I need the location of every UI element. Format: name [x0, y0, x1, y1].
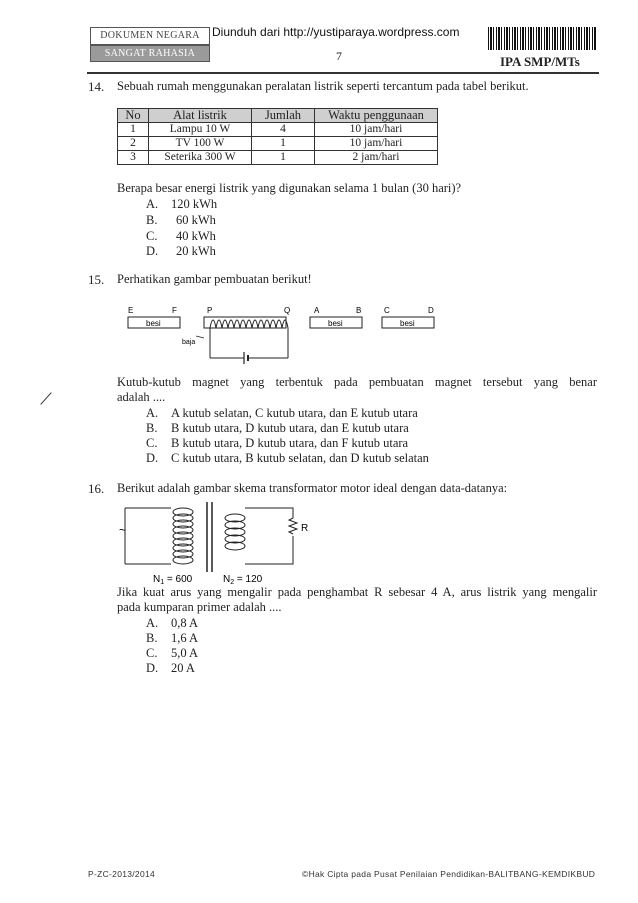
label-c: C — [384, 306, 390, 315]
header-divider — [87, 72, 599, 74]
table-cell: 1 — [252, 151, 315, 165]
table-row — [118, 137, 438, 151]
barcode-icon — [488, 27, 596, 50]
q14-question: Berapa besar energi listrik yang digunakan selama 1 bulan (30 hari)? — [117, 181, 462, 195]
subject-title: IPA SMP/MTs — [500, 54, 580, 69]
label-a: A — [314, 306, 320, 315]
document-code: P-ZC-2013/2014 — [88, 869, 156, 879]
q16-option-c-letter: C. — [146, 646, 158, 660]
q14-option-c-letter: C. — [146, 229, 158, 243]
n2-label: $N_2 = 120$ — [223, 574, 263, 586]
table-cell: 1 — [118, 123, 149, 137]
steel-label: baja — [182, 339, 196, 346]
transformer-diagram — [115, 498, 315, 588]
table-header-row — [118, 109, 438, 123]
q14-option-b-letter: B. — [146, 213, 158, 227]
q16-option-d-letter: D. — [146, 661, 159, 675]
coil-winding — [210, 320, 288, 328]
ac-source-icon: ~ — [119, 523, 127, 537]
q14-option-b: 60 kWh — [176, 213, 216, 227]
q15-option-c-letter: C. — [146, 436, 158, 450]
table-row — [118, 123, 438, 137]
q16-number: 16. — [88, 481, 105, 496]
label-d: D — [428, 306, 434, 315]
table-cell: 4 — [252, 123, 315, 137]
q16-question-line1: Jika kuat arus yang mengalir pada penghambat R sebesar 4 A, arus listrik yang mengalir — [117, 585, 597, 599]
table-header-cell: Alat listrik — [149, 109, 252, 123]
q15-number: 15. — [88, 272, 105, 287]
secondary-coil — [225, 514, 245, 550]
page-number: 7 — [336, 49, 342, 63]
q15-option-a-letter: A. — [146, 406, 159, 420]
q15-question-line1: Kutub-kutub magnet yang terbentuk pada pembuatan magnet tersebut yang benar — [117, 375, 597, 389]
table-cell: Seterika 300 W — [149, 151, 252, 165]
pen-mark — [40, 392, 51, 405]
q15-option-c: B kutub utara, D kutub utara, dan F kutub utara — [171, 436, 409, 450]
table-cell: 1 — [252, 137, 315, 151]
q16-option-d: 20 A — [171, 661, 195, 675]
q14-option-c: 40 kWh — [176, 229, 216, 243]
source-url: Diunduh dari http://yustiparaya.wordpress.com — [212, 25, 460, 39]
q15-option-b: B kutub utara, D kutub utara, dan E kutub utara — [171, 421, 409, 435]
primary-coil — [173, 508, 193, 564]
secrecy-label: SANGAT RAHASIA — [90, 45, 210, 62]
table-cell: 10 jam/hari — [315, 123, 438, 137]
q16-option-b-letter: B. — [146, 631, 158, 645]
table-header-cell: Waktu penggunaan — [315, 109, 438, 123]
q14-number: 14. — [88, 79, 105, 94]
q14-option-d: 20 kWh — [176, 244, 216, 258]
label-q: Q — [284, 306, 291, 315]
document-classification-label: DOKUMEN NEGARA — [90, 27, 210, 45]
baja-pointer — [196, 336, 204, 338]
label-p: P — [207, 306, 213, 315]
table-header-cell: Jumlah — [252, 109, 315, 123]
q16-option-c: 5,0 A — [171, 646, 199, 660]
q14-option-a: 120 kWh — [171, 197, 218, 211]
q16-option-a-letter: A. — [146, 616, 159, 630]
label-e: E — [128, 306, 134, 315]
q16-option-a: 0,8 A — [171, 616, 199, 630]
secondary-circuit-wire — [245, 508, 293, 564]
q14-text: Sebuah rumah menggunakan peralatan listrik seperti tercantum pada tabel berikut. — [117, 79, 529, 93]
q15-text: Perhatikan gambar pembuatan berikut! — [117, 272, 312, 286]
q15-option-b-letter: B. — [146, 421, 158, 435]
label-b: B — [356, 306, 362, 315]
table-cell: TV 100 W — [149, 137, 252, 151]
resistor-icon — [289, 518, 297, 534]
q16-option-b: 1,6 A — [171, 631, 199, 645]
iron-bar-ab-label: besi — [328, 319, 343, 328]
table-cell: 2 — [118, 137, 149, 151]
table-header-cell: No — [118, 109, 149, 123]
table-cell: 3 — [118, 151, 149, 165]
iron-bar-cd-label: besi — [400, 319, 415, 328]
table-cell: 10 jam/hari — [315, 137, 438, 151]
q16-text: Berikut adalah gambar skema transformator motor ideal dengan data-datanya: — [117, 481, 508, 495]
n1-label: $N_1 = 600$ — [153, 574, 193, 586]
q14-option-d-letter: D. — [146, 244, 159, 258]
primary-circuit-wire — [125, 508, 171, 564]
resistor-label: R — [301, 523, 309, 534]
copyright-notice: ©Hak Cipta pada Pusat Penilaian Pendidikan-BALITBANG-KEMDIKBUD — [302, 869, 596, 879]
label-f: F — [172, 306, 177, 315]
q16-question-line2: pada kumparan primer adalah .... — [117, 600, 282, 614]
q15-option-d: C kutub utara, B kutub selatan, dan D kutub selatan — [171, 451, 429, 465]
q14-option-a-letter: A. — [146, 197, 159, 211]
q15-question-line2: adalah .... — [117, 390, 166, 404]
q15-option-d-letter: D. — [146, 451, 159, 465]
magnet-making-diagram — [120, 302, 440, 370]
table-cell: 2 jam/hari — [315, 151, 438, 165]
table-cell: Lampu 10 W — [149, 123, 252, 137]
q15-option-a: A kutub selatan, C kutub utara, dan E kutub utara — [171, 406, 418, 420]
appliance-table — [117, 108, 438, 165]
table-row — [118, 151, 438, 165]
iron-bar-ef-label: besi — [146, 319, 161, 328]
